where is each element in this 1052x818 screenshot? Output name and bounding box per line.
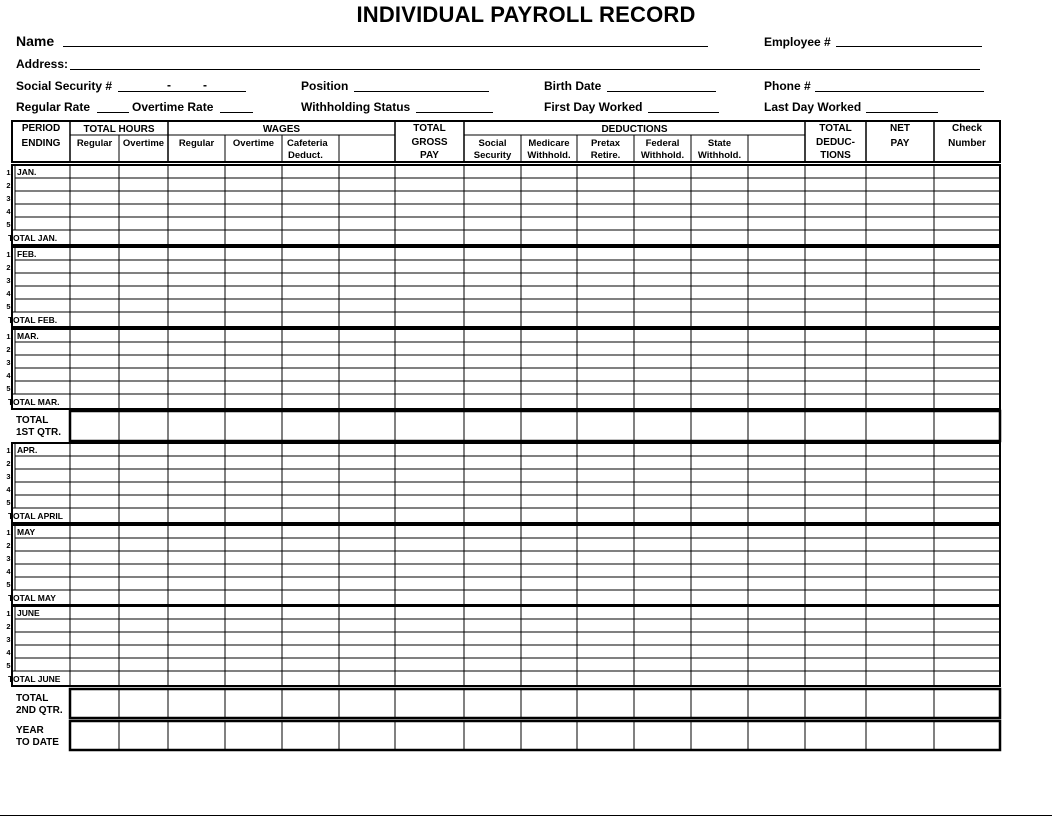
employee-number-label: Employee # xyxy=(764,35,831,49)
ssn-dash-2: - xyxy=(203,78,207,92)
month-total-label-june: TOTAL JUNE xyxy=(8,674,61,684)
period-ending-header: PERIOD xyxy=(21,123,61,134)
total-deductions-header: DEDUC- xyxy=(816,137,855,148)
total-deductions-header: TOTAL xyxy=(819,123,852,134)
row-number: 1 xyxy=(6,250,11,259)
total-1st-qtr-row xyxy=(70,411,1000,441)
medicare-header: Withhold. xyxy=(527,150,571,161)
month-block-feb xyxy=(12,247,1000,327)
row-number: 4 xyxy=(6,485,11,494)
net-pay-header: NET xyxy=(890,123,910,134)
last-day-worked-label: Last Day Worked xyxy=(764,100,862,114)
medicare-header: Medicare xyxy=(528,138,570,149)
row-number: 2 xyxy=(6,541,11,550)
row-number: 1 xyxy=(6,168,11,177)
cafeteria-deduct-header: Deduct. xyxy=(288,150,323,161)
row-number: 1 xyxy=(6,446,11,455)
pretax-retire-header: Retire. xyxy=(590,150,621,161)
row-number: 2 xyxy=(6,459,11,468)
total-gross-pay-header: PAY xyxy=(420,150,439,161)
social-security-header: Social xyxy=(478,138,507,149)
state-withhold-header: Withhold. xyxy=(697,150,742,161)
total-2nd-qtr-label: 2ND QTR. xyxy=(16,705,63,716)
deductions-header: DEDUCTIONS xyxy=(601,124,668,135)
total-1st-qtr-label: TOTAL xyxy=(16,415,49,426)
wages-header: WAGES xyxy=(262,124,301,135)
row-number: 5 xyxy=(6,661,11,670)
phone-label: Phone # xyxy=(764,79,811,93)
month-total-label-mar: TOTAL MAR. xyxy=(8,397,60,407)
total-deductions-header: TIONS xyxy=(820,150,851,161)
total-gross-pay-header: GROSS xyxy=(411,137,448,148)
row-number: 5 xyxy=(6,580,11,589)
pretax-retire-header: Pretax xyxy=(590,138,621,149)
month-label-may: MAY xyxy=(17,527,36,537)
first-day-worked-label: First Day Worked xyxy=(544,100,643,114)
check-number-header: Check xyxy=(951,123,983,134)
ssn-label: Social Security # xyxy=(16,79,113,93)
hours-overtime-header: Overtime xyxy=(122,138,165,149)
row-number: 3 xyxy=(6,358,11,367)
hours-regular-header: Regular xyxy=(76,138,113,149)
row-number: 3 xyxy=(6,194,11,203)
cafeteria-deduct-header: Cafeteria xyxy=(287,138,328,149)
month-total-label-apr: TOTAL APRIL xyxy=(8,511,63,521)
row-number: 2 xyxy=(6,263,11,272)
row-number: 1 xyxy=(6,332,11,341)
period-ending-header: ENDING xyxy=(21,138,61,149)
federal-withhold-header: Withhold. xyxy=(640,150,685,161)
row-number: 3 xyxy=(6,635,11,644)
federal-withhold-header: Federal xyxy=(645,138,680,149)
ssn-dash-1: - xyxy=(167,78,171,92)
row-number: 5 xyxy=(6,220,11,229)
row-number: 3 xyxy=(6,276,11,285)
total-gross-pay-header: TOTAL xyxy=(413,123,446,134)
row-number: 2 xyxy=(6,181,11,190)
row-number: 1 xyxy=(6,528,11,537)
year-to-date-label: TO DATE xyxy=(16,737,59,748)
row-number: 4 xyxy=(6,567,11,576)
row-number: 1 xyxy=(6,609,11,618)
row-number: 5 xyxy=(6,302,11,311)
total-1st-qtr-label: 1ST QTR. xyxy=(16,427,62,438)
month-label-mar: MAR. xyxy=(17,331,39,341)
row-number: 3 xyxy=(6,554,11,563)
row-number: 4 xyxy=(6,207,11,216)
overtime-rate-label: Overtime Rate xyxy=(132,100,214,114)
month-label-feb: FEB. xyxy=(17,249,37,259)
page-bottom-rule xyxy=(0,815,1052,816)
form-title: INDIVIDUAL PAYROLL RECORD xyxy=(356,2,696,27)
address-label: Address: xyxy=(16,57,69,71)
row-number: 5 xyxy=(6,384,11,393)
total-hours-header: TOTAL HOURS xyxy=(83,124,155,135)
wages-overtime-header: Overtime xyxy=(232,138,275,149)
year-to-date-row xyxy=(70,721,1000,750)
withholding-status-label: Withholding Status xyxy=(301,100,411,114)
social-security-header: Security xyxy=(473,150,512,161)
wages-regular-header: Regular xyxy=(178,138,215,149)
position-label: Position xyxy=(301,79,349,93)
row-number: 2 xyxy=(6,622,11,631)
month-label-apr: APR. xyxy=(17,445,38,455)
total-2nd-qtr-label: TOTAL xyxy=(16,693,49,704)
row-number: 5 xyxy=(6,498,11,507)
year-to-date-label: YEAR xyxy=(16,725,44,736)
month-block-mar xyxy=(12,329,1000,409)
state-withhold-header: State xyxy=(707,138,732,149)
row-number: 4 xyxy=(6,648,11,657)
total-2nd-qtr-row xyxy=(70,689,1000,718)
month-total-label-jan: TOTAL JAN. xyxy=(8,233,58,243)
month-total-label-may: TOTAL MAY xyxy=(8,593,56,603)
month-block-apr xyxy=(12,443,1000,523)
row-number: 2 xyxy=(6,345,11,354)
row-number: 4 xyxy=(6,289,11,298)
month-label-june: JUNE xyxy=(17,608,40,618)
month-total-label-feb: TOTAL FEB. xyxy=(8,315,58,325)
net-pay-header: PAY xyxy=(890,138,910,149)
birth-date-label: Birth Date xyxy=(544,79,602,93)
month-label-jan: JAN. xyxy=(17,167,37,177)
month-block-jan xyxy=(12,165,1000,245)
row-number: 3 xyxy=(6,472,11,481)
month-block-june xyxy=(12,606,1000,686)
name-label: Name xyxy=(16,33,55,49)
row-number: 4 xyxy=(6,371,11,380)
check-number-header: Number xyxy=(948,138,986,149)
regular-rate-label: Regular Rate xyxy=(16,100,91,114)
month-block-may xyxy=(12,525,1000,605)
